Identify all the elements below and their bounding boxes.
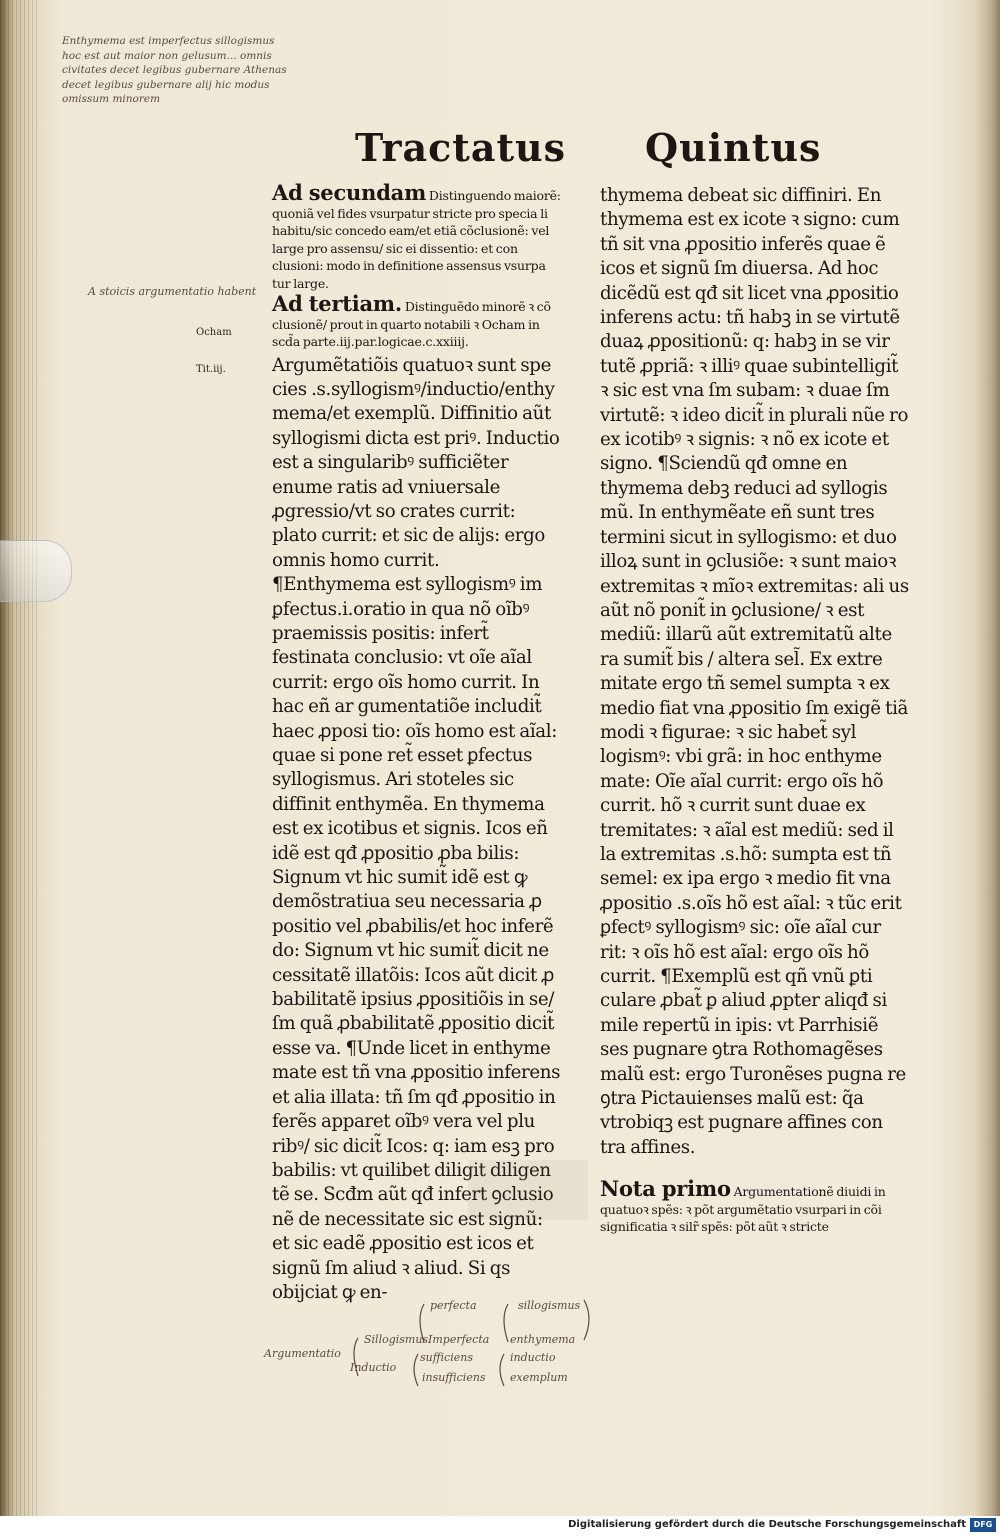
- running-head-right: Quintus: [645, 125, 822, 170]
- right-text-column: [600, 184, 910, 1236]
- diagram-insufficiens: insufficiens: [422, 1371, 486, 1384]
- page-edge-stack: [0, 0, 40, 1536]
- handwritten-division-diagram: [258, 1288, 618, 1408]
- diagram-exemplum: exemplum: [510, 1371, 568, 1384]
- running-head-left: Tractatus: [355, 125, 567, 170]
- diagram-enthymema: enthymema: [510, 1333, 576, 1346]
- diagram-inductio-2: inductio: [510, 1351, 556, 1364]
- margin-reference-ocham: Ocham: [196, 327, 232, 338]
- diagram-argumentatio: Argumentatio: [264, 1347, 341, 1360]
- text-ad-tertiam: Distinguẽdo minorẽ ꝛ cõ clusionẽ/ prout in quarto notabili ꝛ Ocham in scd̃a parte.iij.par.logicae.c.xxiiij.: [272, 299, 551, 349]
- text-ad-secundam: Distinguendo maiorẽ: quoniã vel fides vsurpatur stricte pro specia li habitu/sic concedo eam/et etiã cõclusionẽ: vel large pro assensu/ sic ei dissentio: et con clusioni: modo in definitione assensus vsurpa tur large.: [272, 188, 561, 291]
- paragraph-enthymema-continued: thymema debeat sic diffiniri. En thymema est ex icote ꝛ signo: cum tñ sit vna ꝓpositio inferẽs quae ẽ icos et signũ ſm diuersa. Ad hoc dicẽdũ est qđ sit licet vna ꝓpositio inferens actu: tñ habꝫ in se virtutẽ duaꝝ ꝓpositionũ: q: habꝫ in se vir tutẽ ꝓpriã: ꝛ illiꝰ quae subintelligit̃ ꝛ sic est vna ſm subam: ꝛ duae ſm virtutẽ: ꝛ ideo dicit̃ in plurali nũe ro ex icotibꝰ ꝛ signis: ꝛ nõ ex icote et signo. ¶Sciendũ qđ omne en thymema debꝫ reduci ad syllogis mũ. In enthymẽate eñ sunt tres termini sicut in syllogismo: et duo illoꝝ sunt in ꝯclusiõe: ꝛ sunt maioꝛ extremitas ꝛ mĩoꝛ extremitas: ali us aũt nõ ponit̃ in ꝯclusione/ ꝛ est mediũ: illarũ aũt extremitatũ alte ra sumit̃ bis / altera sel̃. Ex extre mitate ergo tñ semel sumpta ꝛ ex medio fiat vna ꝓpositio ſm exigẽ tiã modi ꝛ figurae: ꝛ sic habet̃ syl logismꝰ: vbi grã: in hoc enthyme mate: Oĩe aĩal currit: ergo oĩs hõ currit. hõ ꝛ currit sunt duae ex tremitates: ꝛ aĩal est mediũ: sed il la extremitas .s.hõ: sumpta est tñ semel: ex ipa ergo ꝛ medio fit vna ꝓpositio .s.oĩs hõ est aĩal: ꝛ tũc erit ꝑfectꝰ syllogismꝰ sic: oĩe aĩal cur rit: ꝛ oĩs hõ est aĩal: ergo oĩs hõ currit. ¶Exemplũ est qñ vnũ ꝑti culare ꝓbat̃ ꝑ aliud ꝓpter aliqđ si mile repertũ in ipis: vt Parrhisiẽ ses pugnare ꝯtra Rothomagẽses malũ est: ergo Turonẽses pugna re ꝯtra Pictauienses malũ est: q̃a vtrobiqꝫ est pugnare affines con tra affines.: [600, 185, 909, 1158]
- diagram-imperfecta: Imperfecta: [428, 1333, 490, 1346]
- diagram-sufficiens: sufficiens: [420, 1351, 473, 1364]
- text-nota-primo: Argumentationẽ diuidi in quatuoꝛ spẽs: ꝛ põt argumẽtatio vsurpari in cõi significatia ꝛ silr̃ spẽs: põt aũt ꝛ stricte: [600, 1184, 886, 1235]
- diagram-syllogismus: Sillogismus: [364, 1333, 429, 1346]
- paragraph-enthymema: ¶Enthymema est syllogismꝰ im ꝑfectus.i.oratio in qua nõ oĩbꝰ praemissis positis: infert̃ festinata conclusio: vt oĩe aĩal currit: ergo oĩs homo currit. In hac eñ ar gumentatiõe includit̃ haec ꝓposi tio: oĩs homo est aĩal: quae si pone ret̃ esset ꝑfectus syllogismus. Ari stoteles sic diffinit enthymẽa. En thymema est ex icotibus et signis. Icos eñ idẽ est qđ ꝓpositio ꝓba bilis: Signum vt hic sumit̃ idẽ est ꝙ demõstratiua seu necessaria ꝓ positio vel ꝓbabilis/et hoc inferẽ do: Signum vt hic sumit̃ dicit ne cessitatẽ illatõis: Icos aũt dicit ꝓ babilitatẽ ipsius ꝓpositiõis in se/ ſm quã ꝓbabilitatẽ ꝓpositio dicit̃ esse va. ¶Unde licet in enthyme mate est tñ vna ꝓpositio inferens et alia illata: tñ ſm qđ ꝓpositio in ferẽs apparet oĩbꝰ vera vel plu ribꝰ/ sic dicit̃ Icos: q: iam esꝫ pro babilis: vt quilibet diligit diligen tẽ se. Scđm aũt qđ infert ꝯclusio nẽ de necessitate sic est signũ: et sic eadẽ ꝓpositio est icos et signũ ſm aliud ꝛ aliud. Si qs obijciat ꝙ en-: [272, 574, 561, 1303]
- show-through-stain: [468, 1160, 588, 1220]
- digitization-footer: [0, 1516, 1000, 1536]
- margin-reference-tit: Tit.iij.: [196, 364, 226, 375]
- diagram-inductio: Inductio: [350, 1361, 397, 1374]
- paragraph-argumentationis: Argumẽtatiõis quatuoꝛ sunt spe cies .s.syllogismꝰ/inductio/enthy mema/et exemplũ. Diffinitio aũt syllogismi dicta est priꝰ. Inductio est a singularibꝰ sufficiẽter enume ratis ad vniuersale ꝓgressio/vt so crates currit: plato currit: et sic de alijs: ergo omnis homo currit.: [272, 354, 560, 571]
- diagram-syllogismus-2: sillogismus: [518, 1299, 581, 1312]
- lead-nota-primo: Nota primo: [600, 1176, 731, 1202]
- paragraph-ad-secundam: [272, 180, 564, 292]
- handwritten-top-note: Enthymema est imperfectus sillogismus hoc est aut maior non gelusum... omnis civitates decet legibus gubernare Athenas decet legibus gubernare alij hic modus omissum minorem: [62, 35, 287, 105]
- footer-credit-text: Digitalisierung gefördert durch die Deutsche Forschungsgemeinschaft: [568, 1519, 966, 1530]
- handwritten-margin-note: A stoicis argumentatio habent: [88, 285, 257, 298]
- left-text-column: [272, 180, 564, 1305]
- paragraph-ad-tertiam: [272, 291, 564, 351]
- lead-ad-secundam: Ad secundam: [272, 180, 427, 205]
- diagram-perfecta: perfecta: [430, 1299, 477, 1312]
- dfg-logo: DFG: [970, 1518, 996, 1532]
- bookmark-clip: [0, 540, 72, 602]
- paragraph-nota-primo: [600, 1176, 910, 1236]
- lead-ad-tertiam: Ad tertiam.: [272, 291, 403, 316]
